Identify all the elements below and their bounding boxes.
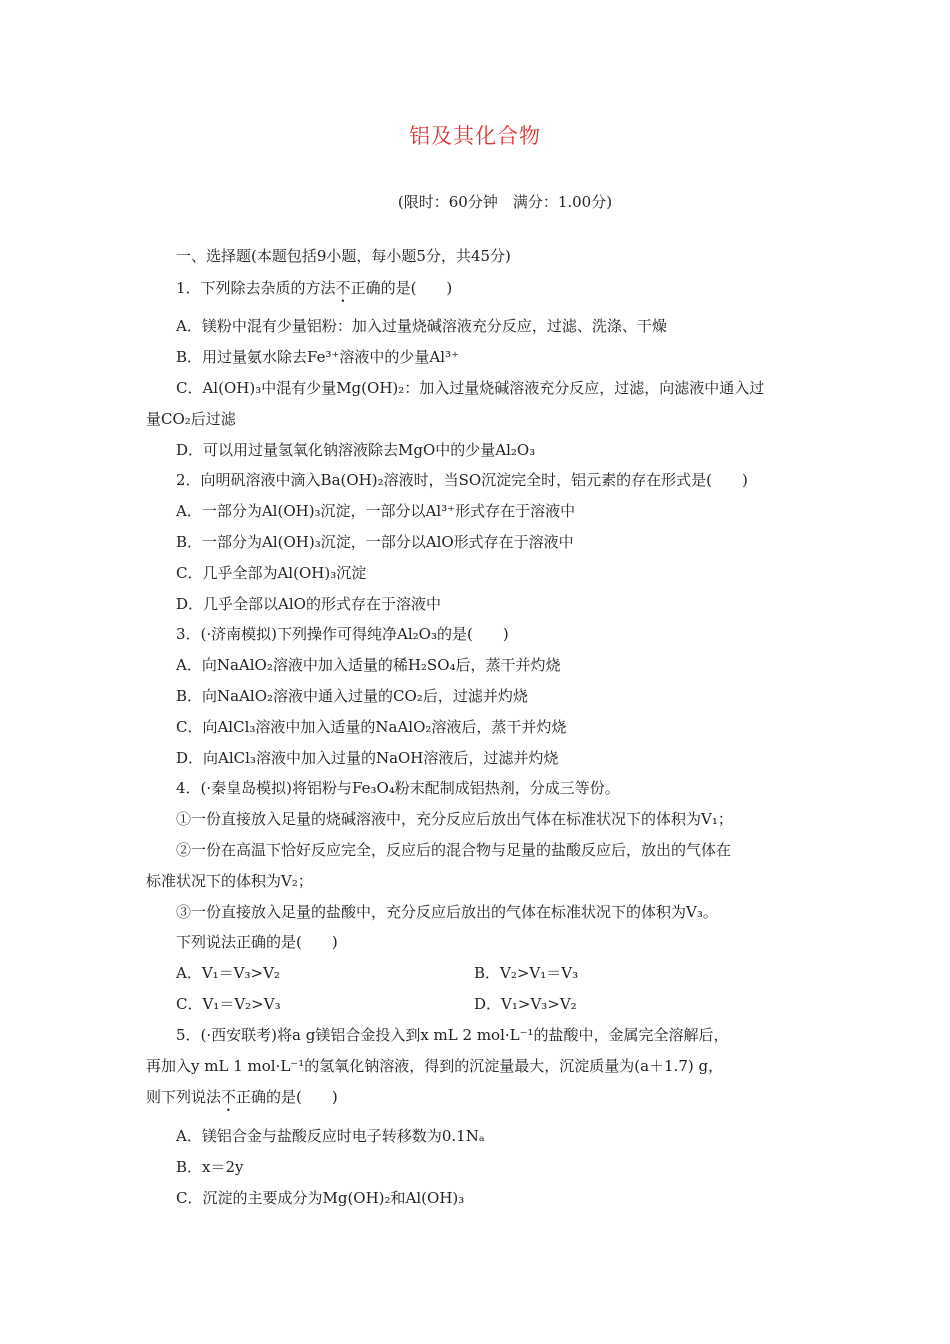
q4-part-3: ③一份直接放入足量的盐酸中，充分反应后放出的气体在标准状况下的体积为V₃。 xyxy=(176,903,718,921)
q1-option-a: A．镁粉中混有少量铝粉：加入过量烧碱溶液充分反应，过滤、洗涤、干燥 xyxy=(176,317,667,335)
q4-part-2-cont: 标准状况下的体积为V₂； xyxy=(146,872,313,890)
q4-question: 下列说法正确的是( ) xyxy=(176,933,338,951)
q1-option-d: D．可以用过量氢氧化钠溶液除去MgO中的少量Al₂O₃ xyxy=(176,441,536,459)
q1-option-c-cont: 量CO₂后过滤 xyxy=(146,410,236,428)
q3-option-a: A．向NaAlO₂溶液中加入适量的稀H₂SO₄后，蒸干并灼烧 xyxy=(176,656,561,674)
q3-stem: 3．(·济南模拟)下列操作可得纯净Al₂O₃的是( ) xyxy=(176,625,509,643)
page-title: 铝及其化合物 xyxy=(409,124,541,148)
q5-stem-line-3: 则下列说法不正确的是( ) xyxy=(146,1088,338,1106)
q1-option-b: B．用过量氨水除去Fe³⁺溶液中的少量Al³⁺ xyxy=(176,348,459,366)
q2-option-a: A．一部分为Al(OH)₃沉淀，一部分以Al³⁺形式存在于溶液中 xyxy=(176,502,576,520)
q3-option-d: D．向AlCl₃溶液中加入过量的NaOH溶液后，过滤并灼烧 xyxy=(176,749,559,767)
q5-stem-line-2: 再加入y mL 1 mol·L⁻¹的氢氧化钠溶液，得到的沉淀量最大，沉淀质量为(a＋1.7) g， xyxy=(146,1057,724,1075)
q3-option-c: C．向AlCl₃溶液中加入适量的NaAlO₂溶液后，蒸干并灼烧 xyxy=(176,718,567,736)
q5-stem-line-1: 5．(·西安联考)将a g镁铝合金投入到x mL 2 mol·L⁻¹的盐酸中，金属完全溶解后， xyxy=(176,1026,729,1044)
q4-part-2: ②一份在高温下恰好反应完全，反应后的混合物与足量的盐酸反应后，放出的气体在 xyxy=(176,841,732,859)
q4-option-a: A．V₁＝V₃>V₂ xyxy=(176,964,280,982)
q4-stem: 4．(·秦皇岛模拟)将铝粉与Fe₃O₄粉末配制成铝热剂，分成三等份。 xyxy=(176,779,620,797)
q1-option-c: C．Al(OH)₃中混有少量Mg(OH)₂：加入过量烧碱溶液充分反应，过滤，向滤液中通入过 xyxy=(176,379,765,397)
q2-option-b: B．一部分为Al(OH)₃沉淀，一部分以AlO形式存在于溶液中 xyxy=(176,533,574,551)
q5-option-a: A．镁铝合金与盐酸反应时电子转移数为0.1Nₐ xyxy=(176,1127,485,1145)
q2-stem: 2．向明矾溶液中滴入Ba(OH)₂溶液时，当SO沉淀完全时，铝元素的存在形式是( ) xyxy=(176,471,748,489)
q5-option-b: B．x＝2y xyxy=(176,1158,244,1176)
q4-part-1: ①一份直接放入足量的烧碱溶液中，充分反应后放出气体在标准状况下的体积为V₁； xyxy=(176,810,733,828)
time-score-limit: (限时：60分钟 满分：1.00分) xyxy=(397,193,613,211)
q2-option-d: D．几乎全部以AlO的形式存在于溶液中 xyxy=(176,595,441,613)
q4-option-d: D．V₁>V₃>V₂ xyxy=(474,995,577,1013)
q4-option-b: B．V₂>V₁＝V₃ xyxy=(474,964,579,982)
q4-option-c: C．V₁＝V₂>V₃ xyxy=(176,995,281,1013)
q5-option-c: C．沉淀的主要成分为Mg(OH)₂和Al(OH)₃ xyxy=(176,1189,465,1207)
q3-option-b: B．向NaAlO₂溶液中通入过量的CO₂后，过滤并灼烧 xyxy=(176,687,528,705)
section-heading: 一、选择题(本题包括9小题，每小题5分，共45分) xyxy=(176,247,511,265)
q2-option-c: C．几乎全部为Al(OH)₃沉淀 xyxy=(176,564,367,582)
q1-stem: 1．下列除去杂质的方法不正确的是( ) xyxy=(176,279,453,297)
